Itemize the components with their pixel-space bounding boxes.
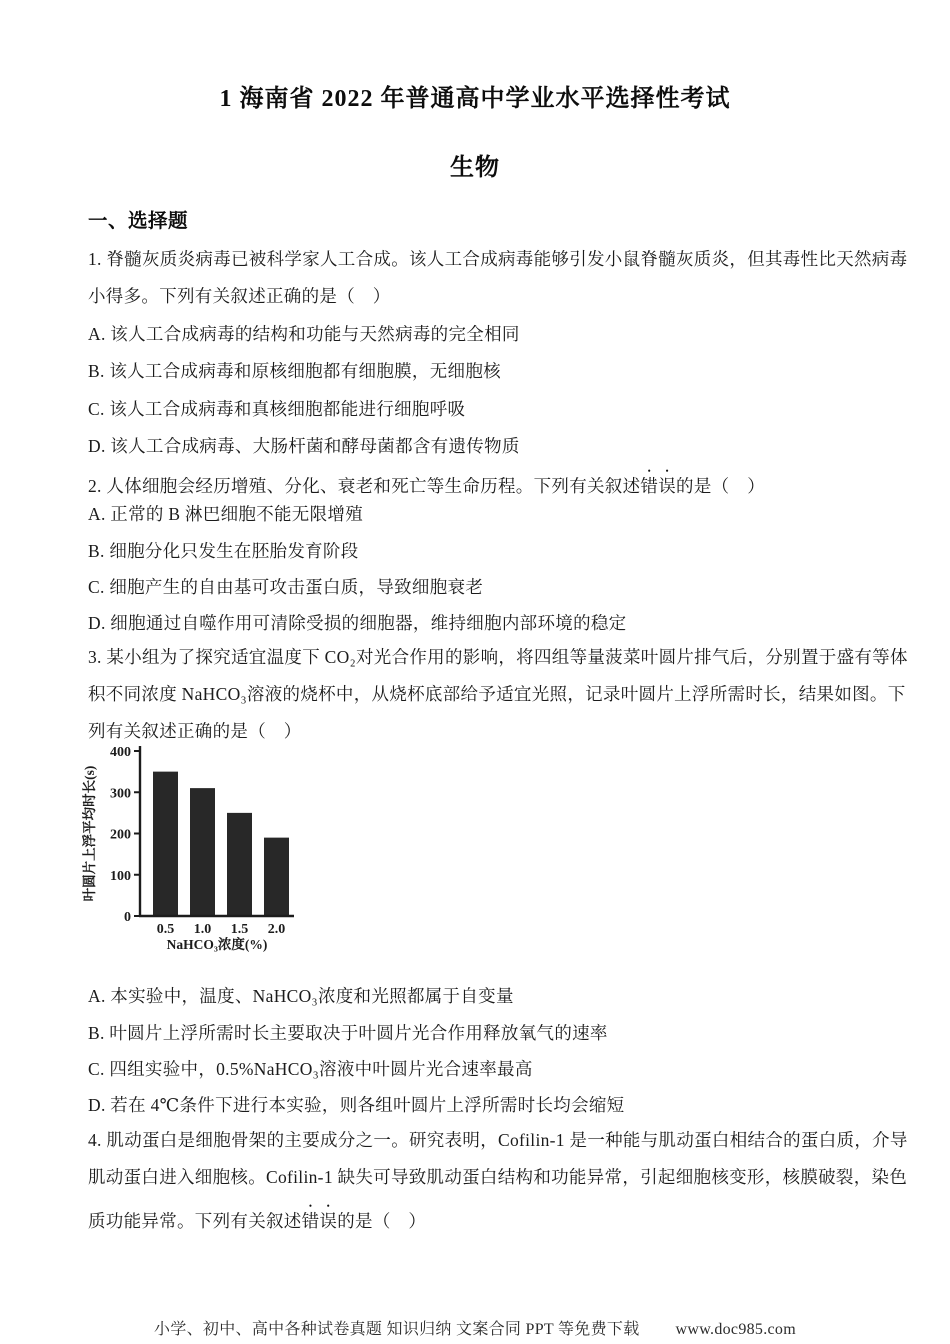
q1-option-d: D. 该人工合成病毒、大肠杆菌和酵母菌都含有遗传物质 xyxy=(88,436,520,456)
y-tick-label: 0 xyxy=(124,910,131,925)
q3-bar-chart xyxy=(80,744,360,959)
q1-option-c: C. 该人工合成病毒和真核细胞都能进行细胞呼吸 xyxy=(88,399,466,419)
footer-text: 小学、初中、高中各种试卷真题 知识归纳 文案合同 PPT 等免费下载 xyxy=(154,1321,640,1338)
q4-stem-line-3 xyxy=(88,1201,426,1233)
y-axis-label: 叶圆片上浮平均时长(s) xyxy=(82,765,97,902)
page-footer xyxy=(0,1316,950,1339)
x-tick-label: 1.0 xyxy=(193,922,212,937)
y-tick-label: 100 xyxy=(110,868,131,884)
x-tick-label: 1.5 xyxy=(230,922,249,937)
q4-stem-line-2: 肌动蛋白进入细胞核。Cofilin-1 缺失可导致肌动蛋白结构和功能异常，引起细胞核变形，核膜破裂，染色 xyxy=(88,1167,908,1187)
q4-stem-suffix: 的是（ ） xyxy=(337,1211,427,1231)
q3-option-c: C. 四组实验中，0.5%NaHCO₃溶液中叶圆片光合速率最高 xyxy=(88,1059,533,1079)
bar-chart-svg xyxy=(80,744,360,959)
q3-option-b: B. 叶圆片上浮所需时长主要取决于叶圆片光合作用释放氧气的速率 xyxy=(88,1023,608,1043)
q1-stem-line-2: 小得多。下列有关叙述正确的是（ ） xyxy=(88,286,391,306)
y-tick-label: 400 xyxy=(110,745,131,760)
q1-option-a: A. 该人工合成病毒的结构和功能与天然病毒的完全相同 xyxy=(88,324,520,344)
q2-stem-emphasized-word: 错误 xyxy=(640,476,677,496)
q3-stem-line-2: 积不同浓度 NaHCO₃溶液的烧杯中，从烧杯底部给予适宜光照，记录叶圆片上浮所需时长，结果如图。下 xyxy=(88,684,906,704)
q4-stem-text: 质功能异常。下列有关叙述 xyxy=(88,1211,302,1231)
y-tick-label: 300 xyxy=(110,786,131,802)
q3-option-a: A. 本实验中，温度、NaHCO₃浓度和光照都属于自变量 xyxy=(88,986,514,1006)
q3-option-d: D. 若在 4℃条件下进行本实验，则各组叶圆片上浮所需时长均会缩短 xyxy=(88,1095,625,1115)
q3-stem-line-3: 列有关叙述正确的是（ ） xyxy=(88,721,302,741)
x-tick-label: 0.5 xyxy=(156,922,175,937)
q2-stem xyxy=(88,466,765,498)
q4-stem-line-1: 4. 肌动蛋白是细胞骨架的主要成分之一。研究表明，Cofilin-1 是一种能与肌动蛋白相结合的蛋白质，介导 xyxy=(88,1130,908,1150)
x-tick-label: 2.0 xyxy=(267,922,286,937)
bar xyxy=(264,838,289,916)
x-axis-label: NaHCO₃浓度(%) xyxy=(166,937,268,952)
q2-option-d: D. 细胞通过自噬作用可清除受损的细胞器，维持细胞内部环境的稳定 xyxy=(88,613,627,633)
q3-stem-line-1: 3. 某小组为了探究适宜温度下 CO₂对光合作用的影响，将四组等量菠菜叶圆片排气后，分别置于盛有等体 xyxy=(88,647,908,667)
section-heading: 一、选择题 xyxy=(88,211,189,232)
subject-title: 生物 xyxy=(450,155,500,181)
q2-stem-suffix: 的是（ ） xyxy=(676,476,766,496)
footer-url: www.doc985.com xyxy=(675,1321,796,1338)
q2-stem-text: 2. 人体细胞会经历增殖、分化、衰老和死亡等生命历程。下列有关叙述 xyxy=(88,476,641,496)
bar xyxy=(227,813,252,916)
y-tick-label: 200 xyxy=(110,827,131,843)
q4-stem-emphasized-word: 错误 xyxy=(301,1211,338,1231)
bar xyxy=(190,788,215,916)
q1-stem-line-1: 1. 脊髓灰质炎病毒已被科学家人工合成。该人工合成病毒能够引发小鼠脊髓灰质炎，但其毒性比天然病毒 xyxy=(88,249,908,269)
q2-option-b: B. 细胞分化只发生在胚胎发育阶段 xyxy=(88,541,359,561)
q2-option-a: A. 正常的 B 淋巴细胞不能无限增殖 xyxy=(88,504,364,524)
bar xyxy=(153,772,178,916)
q2-option-c: C. 细胞产生的自由基可攻击蛋白质，导致细胞衰老 xyxy=(88,577,484,597)
q1-option-b: B. 该人工合成病毒和原核细胞都有细胞膜，无细胞核 xyxy=(88,361,501,381)
exam-title: 1 海南省 2022 年普通高中学业水平选择性考试 xyxy=(219,86,731,112)
